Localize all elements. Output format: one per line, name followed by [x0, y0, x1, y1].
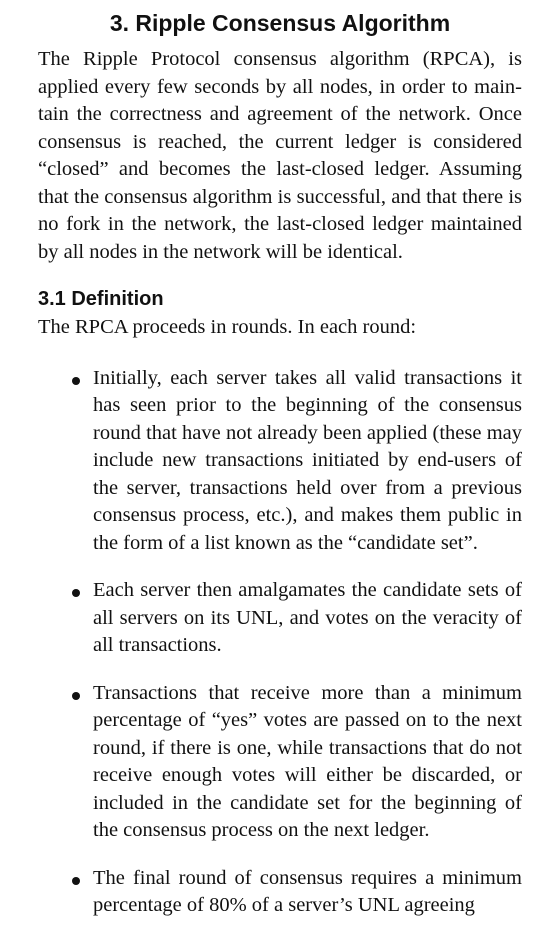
bullet-list	[38, 365, 522, 920]
list-item	[38, 577, 522, 660]
list-item-text: Each server then amalgamates the candidate sets of all servers on its UNL, and votes on the veracity of all transactions.	[93, 579, 522, 656]
subsection-title: 3.1 Definition	[38, 288, 164, 310]
subsection-intro: The RPCA proceeds in rounds. In each round:	[38, 316, 417, 338]
list-item	[38, 680, 522, 845]
list-item-text: Transactions that receive more than a minimum percentage of “yes” votes are passed on to the next round, if there is one, while transactions that do not receive enough votes will either be discarded, or included in the candidate set for the beginning of the consensus process on the next ledger.	[93, 681, 522, 841]
paper-page	[38, 8, 522, 940]
bullet-icon	[72, 589, 80, 597]
list-item	[38, 365, 522, 558]
section-paragraph: The Ripple Protocol consensus algorithm (RPCA), is applied every few seconds by all nodes, in order to maintain the correctness and agreement of the network. Once consensus is reached, the current ledger is considered “closed” and becomes the last-closed ledger. Assuming that the consensus algorithm is successful, and that there is no fork in the network, the last-closed ledger maintained by all nodes in the network will be identical.	[38, 48, 522, 263]
list-item-text: Initially, each server takes all valid transactions it has seen prior to the beginning of the consensus round that have not already been applied (these may include new transactions initiated by end-users of the server, transactions held over from a previous consensus process, etc.), and makes them public in the form of a list known as the “candidate set”.	[93, 366, 522, 554]
list-item	[38, 865, 522, 920]
section-title: 3. Ripple Consensus Algorithm	[109, 10, 451, 36]
bullet-icon	[72, 877, 80, 885]
bullet-icon	[72, 377, 80, 385]
bullet-icon	[72, 692, 80, 700]
list-item-text: The final round of consensus requires a minimum percentage of 80% of a server’s UNL agreeing	[93, 866, 522, 916]
